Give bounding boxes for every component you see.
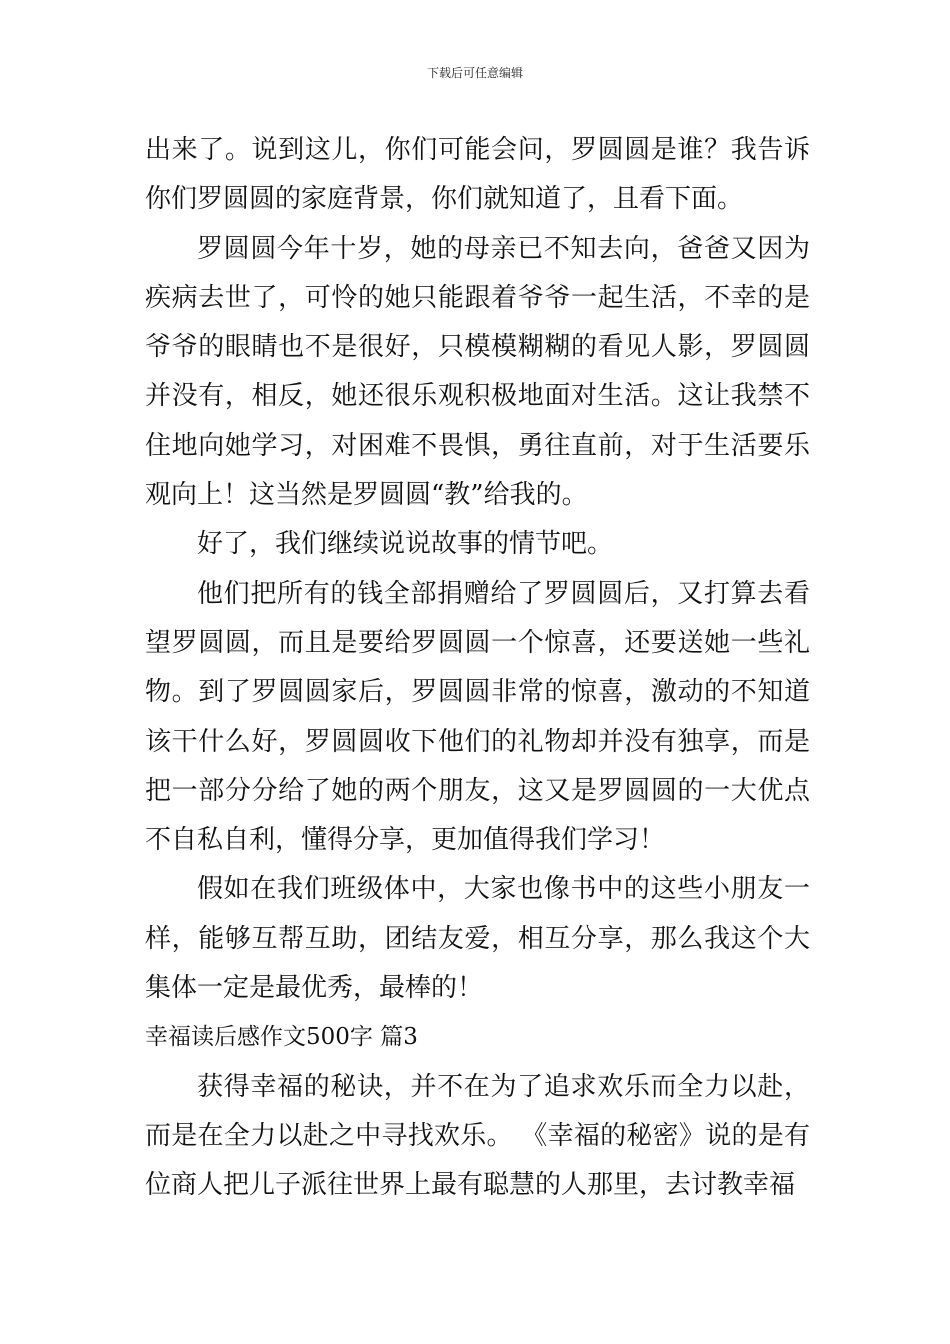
text-line: 观向上！这当然是罗圆圆“教”给我的。 xyxy=(145,480,588,511)
text-line: 样，能够互帮互助，团结友爱，相互分享，那么我这个大 xyxy=(145,923,810,954)
text-line: 而是在全力以赴之中寻找欢乐。 《幸福的秘密》说的是有 xyxy=(145,1120,810,1151)
text-line: 获得幸福的秘诀，并不在为了追求欢乐而全力以赴， xyxy=(197,1071,810,1102)
text-line: 爷爷的眼睛也不是很好，只模模糊糊的看见人影，罗圆圆 xyxy=(145,332,810,363)
text-line: 集体一定是最优秀，最棒的！ xyxy=(145,973,484,1004)
text-line: 把一部分分给了她的两个朋友，这又是罗圆圆的一大优点 xyxy=(145,775,810,806)
text-line: 他们把所有的钱全部捐赠给了罗圆圆后，又打算去看 xyxy=(197,578,810,609)
text-line: 假如在我们班级体中，大家也像书中的这些小朋友一 xyxy=(197,874,810,905)
paragraph xyxy=(145,1063,810,1211)
text-line: 并没有，相反，她还很乐观积极地面对生活。这让我禁不 xyxy=(145,381,810,412)
text-line: 疾病去世了，可怜的她只能跟着爷爷一起生活，不幸的是 xyxy=(145,282,810,313)
section-heading xyxy=(145,1013,810,1062)
text-line: 位商人把儿子派往世界上最有聪慧的人那里，去讨教幸福 xyxy=(145,1170,796,1201)
paragraph xyxy=(145,126,810,225)
text-line: 出来了。说到这儿，你们可能会问，罗圆圆是谁？我告诉 xyxy=(145,135,810,165)
text-line: 住地向她学习，对困难不畏惧，勇往直前，对于生活要乐 xyxy=(145,430,810,461)
document-body xyxy=(145,126,810,1211)
text-line: 幸福读后感作文500字 篇3 xyxy=(145,1024,418,1051)
text-line: 物。到了罗圆圆家后，罗圆圆非常的惊喜，激动的不知道 xyxy=(145,677,810,708)
paragraph xyxy=(145,570,810,866)
text-line: 不自私自利，懂得分享，更加值得我们学习！ xyxy=(145,825,666,856)
paragraph xyxy=(145,520,810,569)
page-header: 下载后可任意编辑 xyxy=(426,66,523,80)
text-line: 望罗圆圆，而且是要给罗圆圆一个惊喜，还要送她一些礼 xyxy=(145,627,810,658)
paragraph xyxy=(145,865,810,1013)
text-line: 好了，我们继续说说故事的情节吧。 xyxy=(197,529,614,560)
text-line: 你们罗圆圆的家庭背景，你们就知道了，且看下面。 xyxy=(145,184,744,215)
paragraph xyxy=(145,225,810,521)
text-line: 罗圆圆今年十岁，她的母亲已不知去向，爸爸又因为 xyxy=(197,233,810,264)
text-line: 该干什么好，罗圆圆收下他们的礼物却并没有独享，而是 xyxy=(145,726,810,757)
